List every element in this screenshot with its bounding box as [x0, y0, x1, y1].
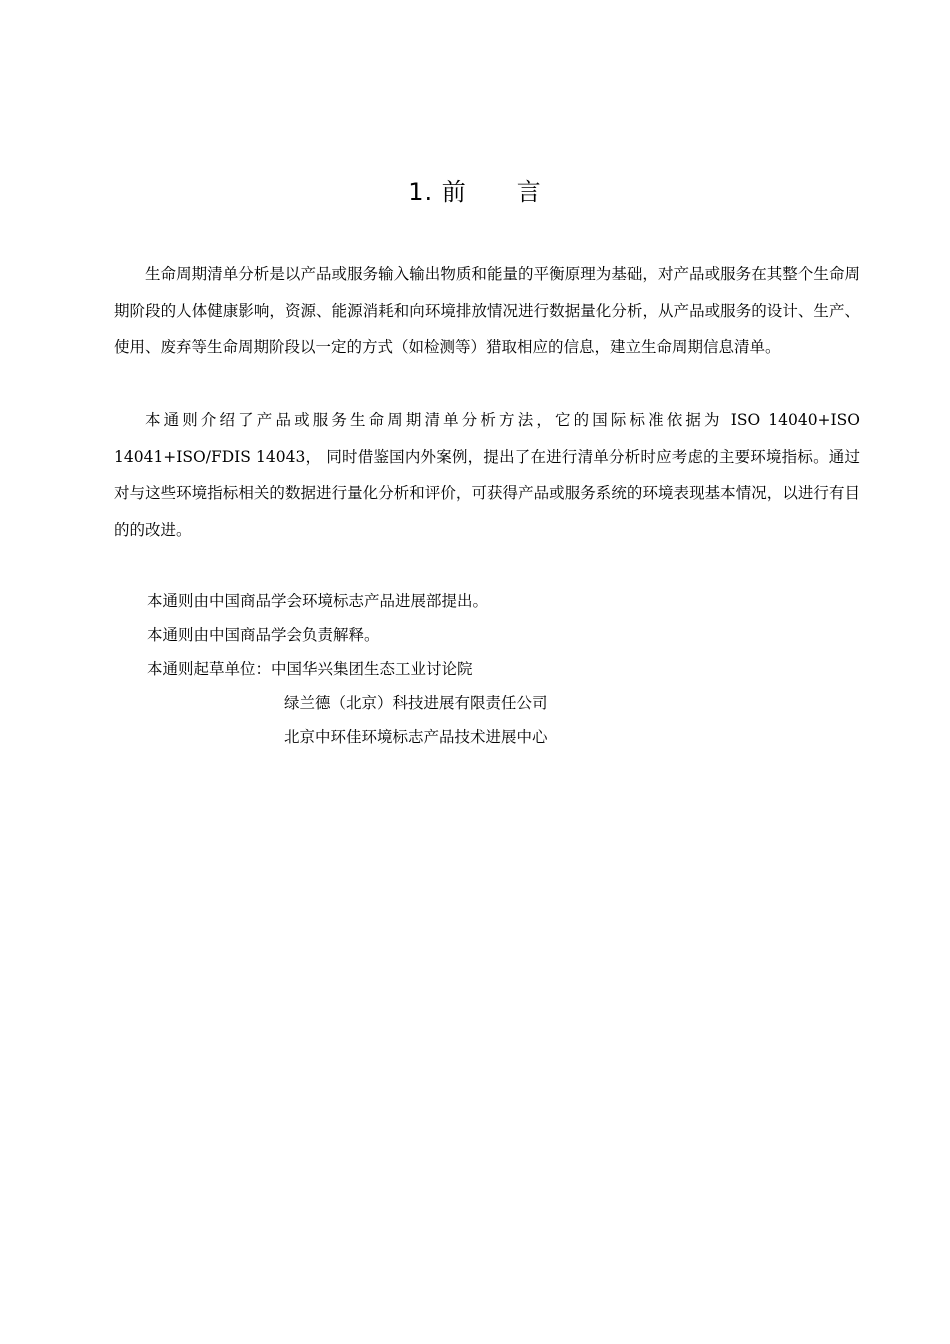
interpreted-by-note: 本通则由中国商品学会负责解释。	[147, 626, 380, 644]
document-notes	[147, 584, 847, 754]
intro-paragraph: 本通则介绍了产品或服务生命周期清单分析方法，它的国际标准依据为 ISO 14040+ISO 14041+ISO/FDIS 14043， 同时借鉴国内外案例，提出了在进行清单分析时应考虑的主要环境指标。通过对与这些环境指标相关的数据进行量化分析和评价，可获得产品或服务系统的环境表现基本情况，以进行有目的的改进。	[114, 411, 860, 539]
intro-paragraph-1-block	[114, 256, 860, 366]
drafting-unit: 绿兰德（北京）科技进展有限责任公司	[284, 694, 548, 712]
drafting-units-section	[147, 652, 847, 686]
proposed-by-note: 本通则由中国商品学会环境标志产品进展部提出。	[147, 592, 489, 610]
intro-paragraph-2-block	[114, 402, 860, 548]
drafting-units-list	[147, 686, 847, 754]
section-title: 1. 前 言	[408, 178, 542, 206]
intro-paragraph: 生命周期清单分析是以产品或服务输入输出物质和能量的平衡原理为基础，对产品或服务在其整个生命周期阶段的人体健康影响，资源、能源消耗和向环境排放情况进行数据量化分析，从产品或服务的设计、生产、使用、废弃等生命周期阶段以一定的方式（如检测等）猎取相应的信息，建立生命周期信息清单。	[114, 265, 860, 356]
drafting-unit: 北京中环佳环境标志产品技术进展中心	[284, 728, 548, 746]
drafting-units-label: 本通则起草单位：	[147, 660, 272, 678]
drafting-unit: 中国华兴集团生态工业讨论院	[271, 660, 473, 678]
